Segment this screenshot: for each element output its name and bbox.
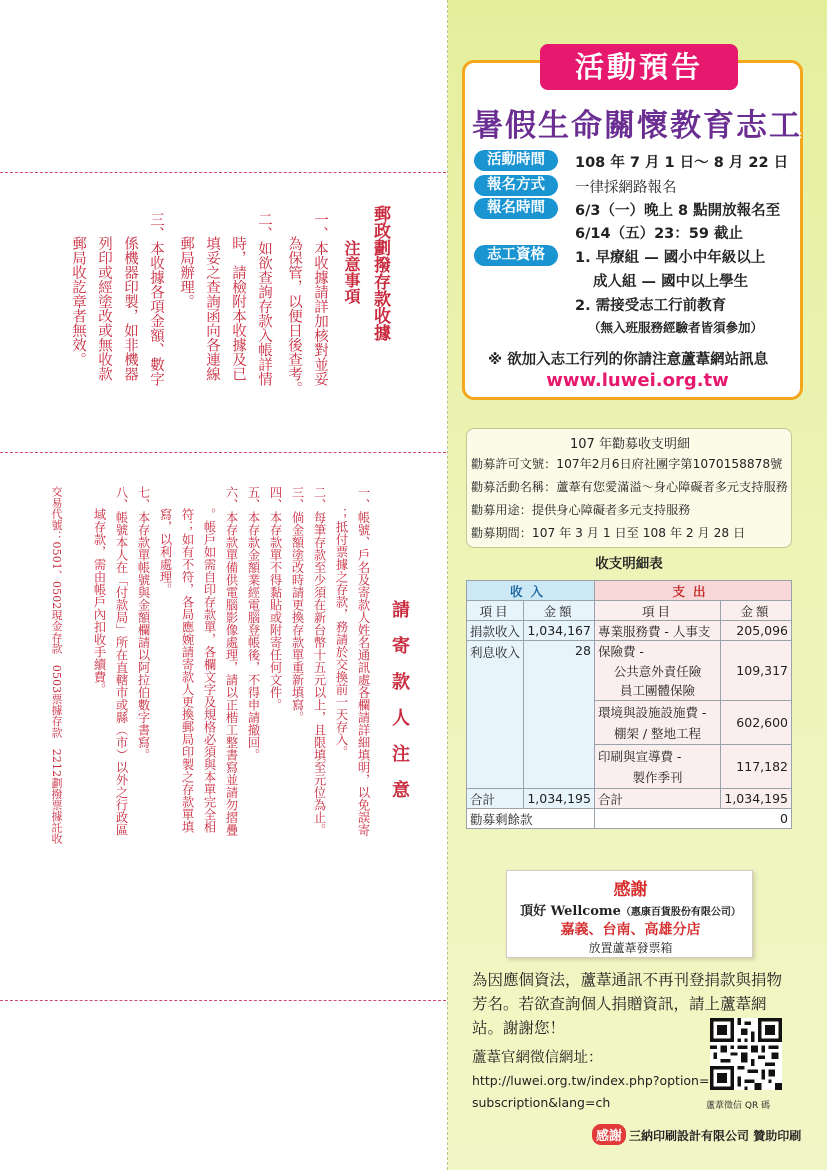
depositor-note-line: 一、帳號、戶名及寄款人姓名通訊處各欄請詳細填明，以免誤寄: [356, 486, 370, 836]
expense-amount: 117,182: [720, 745, 791, 789]
depositor-note-line: 。帳戶如需自印存款單，各欄文字及規格必須與本單完全相: [202, 508, 216, 833]
verification-url-line: subscription&lang=ch: [472, 1095, 611, 1110]
depositor-note-line: 符；如有不符，各局應婉請寄款人更換郵局印製之存款單填: [180, 508, 194, 833]
info-panel: [448, 0, 827, 1170]
verification-url[interactable]: [472, 1070, 712, 1114]
expense-amount: 205,096: [720, 621, 791, 641]
receipt-note-line: 一、本收據請詳加核對並妥: [312, 212, 328, 386]
column-header: 項目: [467, 601, 524, 621]
event-label-pill: 報名時間: [474, 198, 558, 219]
expense-item: 專業服務費 - 人事支: [594, 621, 720, 641]
signup-time-value-line2: 6/14（五）23：59 截止: [575, 226, 743, 242]
company-subname: （惠康百貨股份有限公司）: [620, 907, 741, 918]
receipt-title: 郵政劃撥存款收據: [370, 205, 390, 341]
depositor-note-line: 七、本存款單帳號與金額欄請以阿拉伯數字書寫。: [136, 486, 150, 761]
receipt-subtitle: 注意事項: [342, 240, 361, 304]
cut-line-bottom: [0, 1000, 446, 1001]
qualification-line: 成人組 — 國中以上學生: [593, 274, 749, 290]
expense-item: 印刷與宣導費 -: [594, 745, 720, 767]
event-note: ※ 欲加入志工行列的你請注意蘆葦網站訊息: [488, 352, 769, 368]
qualification-line: （無入班服務經驗者皆須參加）: [588, 320, 764, 335]
expense-item: 環境與設施設施費 -: [594, 701, 720, 723]
qr-code-icon[interactable]: [710, 1018, 782, 1090]
income-expense-table: [466, 580, 792, 829]
table-row: [467, 809, 792, 829]
depositor-note-line: 寫，以利處理。: [158, 508, 172, 596]
sponsor-text: 三納印刷設計有限公司 贊助印刷: [629, 1129, 802, 1143]
income-total: 1,034,195: [524, 789, 595, 809]
depositor-note-line: 六、本存款單備供電腦影像處理，請以正楷工整書寫並請勿摺疊: [224, 486, 238, 836]
thanks-title: 感謝: [613, 880, 648, 900]
qualification-line: 2. 需接受志工行前教育: [575, 298, 727, 314]
depositor-note-line: 五、本存款金額業經電腦登帳後，不得申請撤回。: [246, 486, 260, 761]
income-amount: 1,034,167: [524, 621, 595, 641]
expense-item: 棚架 / 整地工程: [594, 723, 720, 745]
sponsor-badge: 感謝: [592, 1124, 626, 1145]
privacy-notice: 為因應個資法，蘆葦通訊不再刊登捐款與捐物芳名。若欲查詢個人捐贈資訊，請上蘆葦網站。謝謝您！: [472, 971, 783, 1037]
depositor-title: 請寄款人注意: [389, 600, 410, 816]
receipt-note-line: 郵局辦理。: [178, 236, 194, 309]
fundraising-period: 勸募期間：107 年 3 月 1 日至 108 年 2 月 28 日: [471, 526, 746, 540]
table-row: [467, 621, 792, 641]
expense-amount: 109,317: [720, 641, 791, 701]
receipt-note-line: 填妥之查詢函向各連線: [204, 236, 220, 381]
signup-method-value: 一律採網路報名: [575, 180, 677, 196]
expense-amount: 602,600: [720, 701, 791, 745]
depositor-note-line: 三、倘金額塗改時請更換存款單重新填寫。: [290, 486, 304, 724]
thanks-branches: 嘉義、台南、高雄分店: [560, 922, 701, 938]
thanks-note: 放置蘆葦發票箱: [588, 941, 673, 955]
column-header: 金額: [720, 601, 791, 621]
fundraising-activity: 勸募活動名稱：蘆葦有您愛滿溢～身心障礙者多元支持服務: [471, 480, 788, 494]
verification-url-label: 蘆葦官網徵信網址：: [472, 1050, 603, 1066]
depositor-note-line: 八、帳號本人在「付款局」所在直轄市或縣（市）以外之行政區: [114, 486, 128, 836]
depositor-note-line: 四、本存款單不得黏貼或附寄任何文件。: [268, 486, 282, 711]
detail-table-title: 收支明細表: [595, 556, 663, 572]
fundraising-title: 107 年勸募收支明細: [570, 437, 690, 452]
expense-item: 保險費 -: [594, 641, 720, 661]
column-header: 金額: [524, 601, 595, 621]
cut-line-middle: [0, 452, 446, 453]
event-title: 暑假生命關懷教育志工: [472, 108, 802, 144]
balance-value: 0: [594, 809, 791, 829]
thanks-company: [507, 900, 754, 919]
thanks-box: [506, 870, 753, 958]
depositor-note-line: 域存款，需由帳戶內扣收手續費。: [92, 508, 106, 696]
column-header: 項目: [594, 601, 720, 621]
event-label-pill: 報名方式: [474, 175, 558, 196]
company-name: 頂好 Wellcome: [520, 904, 621, 919]
receipt-note-line: 時，請檢附本收據及已: [230, 236, 246, 381]
event-label-pill: 活動時間: [474, 150, 558, 171]
expense-total: 1,034,195: [720, 789, 791, 809]
event-label-pill: 志工資格: [474, 245, 558, 266]
expense-item: 製作季刊: [594, 767, 720, 789]
qualification-line: 1. 早療組 — 國小中年級以上: [575, 250, 766, 266]
signup-time-value: 6/3（一）晚上 8 點開放報名至: [575, 203, 781, 219]
receipt-note-line: 係機器印製，如非機器: [122, 236, 138, 381]
depositor-note-line: ；抵付票據之存款，務請於交換前一天存入。: [334, 508, 348, 758]
receipt-note-line: 三、本收據各項金額、數字: [148, 212, 164, 386]
verification-url-line: http://luwei.org.tw/index.php?option=: [472, 1073, 710, 1088]
depositor-note-line: 二、每筆存款至少須在新台幣十五元以上，且限填至元位為止。: [312, 486, 326, 836]
income-item: 捐款收入: [467, 621, 524, 641]
event-header: 活動預告: [540, 44, 738, 90]
table-row: [467, 789, 792, 809]
transaction-codes: 交易代號：0501、0502現金存款 0503票據存款 2212劃撥票據託收: [50, 486, 63, 844]
income-header: 收入: [467, 581, 595, 601]
fundraising-permit: 勸募許可文號：107年2月6日府社團字第1070158878號: [471, 457, 783, 471]
expense-item: 公共意外責任險: [594, 661, 720, 681]
cut-line-top: [0, 172, 446, 173]
fundraising-box: [466, 428, 792, 548]
receipt-note-line: 二、如欲查詢存款入帳詳情: [256, 212, 272, 386]
income-item: 利息收入: [467, 641, 524, 789]
event-time-value: 108 年 7 月 1 日～ 8 月 22 日: [575, 155, 789, 171]
income-amount: 28: [524, 641, 595, 789]
receipt-note-line: 郵局收訖章者無效。: [70, 236, 86, 367]
total-label: 合計: [594, 789, 720, 809]
expense-item: 員工團體保險: [594, 681, 720, 701]
total-label: 合計: [467, 789, 524, 809]
receipt-note-line: 列印或經塗改或無收款: [96, 236, 112, 381]
sponsor-credit: [592, 1124, 801, 1145]
qr-code-label: 蘆葦徵信 QR 碼: [706, 1101, 771, 1111]
website-link[interactable]: www.luwei.org.tw: [546, 370, 729, 391]
table-row: [467, 641, 792, 661]
fundraising-usage: 勸募用途：提供身心障礙者多元支持服務: [471, 503, 691, 517]
receipt-note-line: 為保管，以便日後查考。: [286, 236, 302, 396]
expense-header: 支出: [594, 581, 791, 601]
balance-label: 勸募剩餘款: [467, 809, 595, 829]
